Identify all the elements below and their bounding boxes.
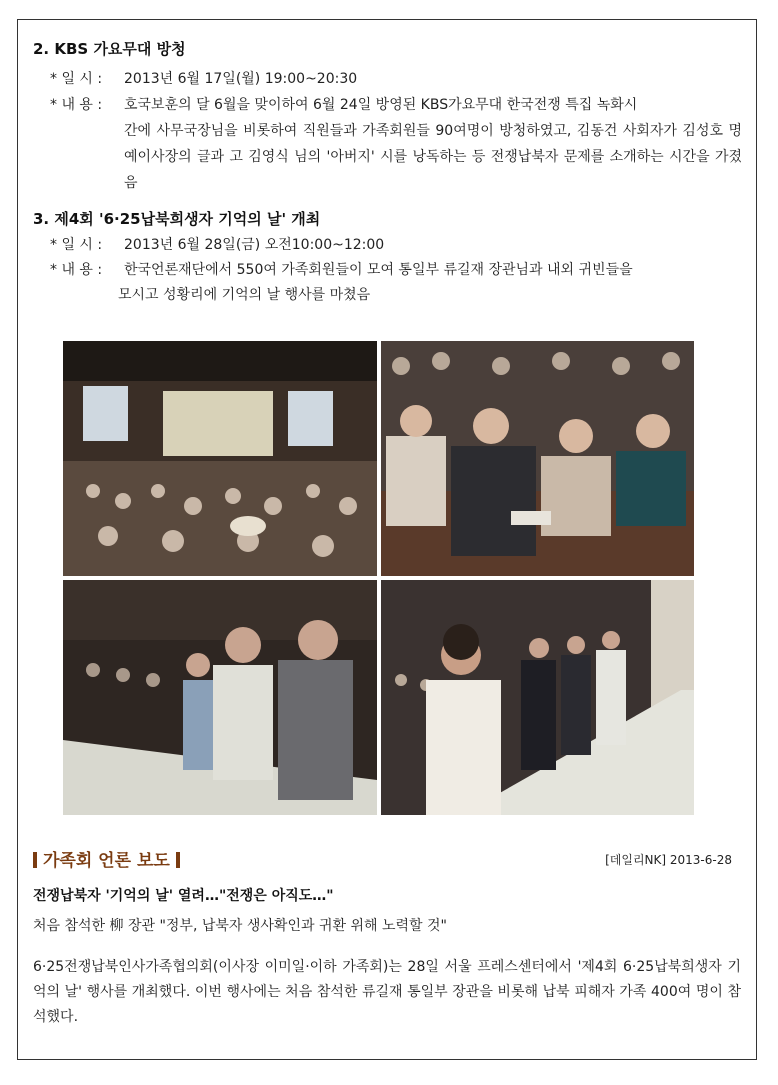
title-bar-left [33, 852, 37, 868]
date-label: * 일 시 : [50, 237, 107, 253]
article-subhead: 처음 참석한 柳 장관 "정부, 납북자 생사확인과 귀환 위해 노력할 것" [33, 918, 447, 934]
front-row-guests-photo [381, 341, 694, 576]
title-bar-right [176, 852, 180, 868]
photo-icon [381, 580, 694, 815]
date-value: 2013년 6월 28일(금) 오전10:00~12:00 [124, 237, 385, 253]
date-value: 2013년 6월 17일(월) 19:00~20:30 [124, 71, 358, 87]
section-3-title: 3. 제4회 '6·25납북희생자 기억의 날' 개최 [33, 210, 321, 228]
section-3-date-row [50, 233, 384, 258]
section-3-content-row [50, 258, 633, 283]
photo-icon [63, 341, 377, 576]
press-source: [데일리NK] 2013-6-28 [605, 853, 732, 867]
section-2-content-row [50, 93, 637, 118]
photo-icon [381, 341, 694, 576]
flower-offering-photo [63, 580, 377, 815]
content-line-1: 호국보훈의 달 6월을 맞이하여 6월 24일 방영된 KBS가요무대 한국전쟁 특집 녹화시 [124, 97, 638, 113]
content-line-1: 한국언론재단에서 550여 가족회원들이 모여 통일부 류길재 장관님과 내외 귀빈들을 [124, 262, 633, 278]
event-hall-photo [63, 341, 377, 576]
photo-icon [63, 580, 377, 815]
press-section-label: 가족회 언론 보도 [43, 851, 170, 871]
content-label: * 내 용 : [50, 97, 107, 113]
content-label: * 내 용 : [50, 262, 107, 278]
press-section-title [33, 846, 186, 871]
section-2-title: 2. KBS 가요무대 방청 [33, 40, 186, 58]
article-headline: 전쟁납북자 '기억의 날' 열려…"전쟁은 아직도…" [33, 888, 334, 904]
section-3-content-line-2: 모시고 성황리에 기억의 날 행사를 마쳤음 [118, 287, 371, 303]
section-2-content-rest: 간에 사무국장님을 비롯하여 직원들과 가족회원들 90여명이 방청하였고, 김동건 사회자가 김성호 명예이사장의 글과 고 김영식 님의 '아버지' 시를 낭독하는 등 전쟁납북자 문제를 소개하는 시간을 가졌음 [124, 123, 742, 191]
memorial-tribute-photo [381, 580, 694, 815]
article-body: 6·25전쟁납북인사가족협의회(이사장 이미일·이하 가족회)는 28일 서울 프레스센터에서 '제4회 6·25납북희생자 기억의 날' 행사를 개최했다. 이번 행사에는 처음 참석한 류길재 통일부 장관을 비롯해 납북 피해자 가족 400여 명이 참석했다. [33, 959, 741, 1025]
section-2-date-row [50, 67, 357, 92]
date-label: * 일 시 : [50, 71, 107, 87]
